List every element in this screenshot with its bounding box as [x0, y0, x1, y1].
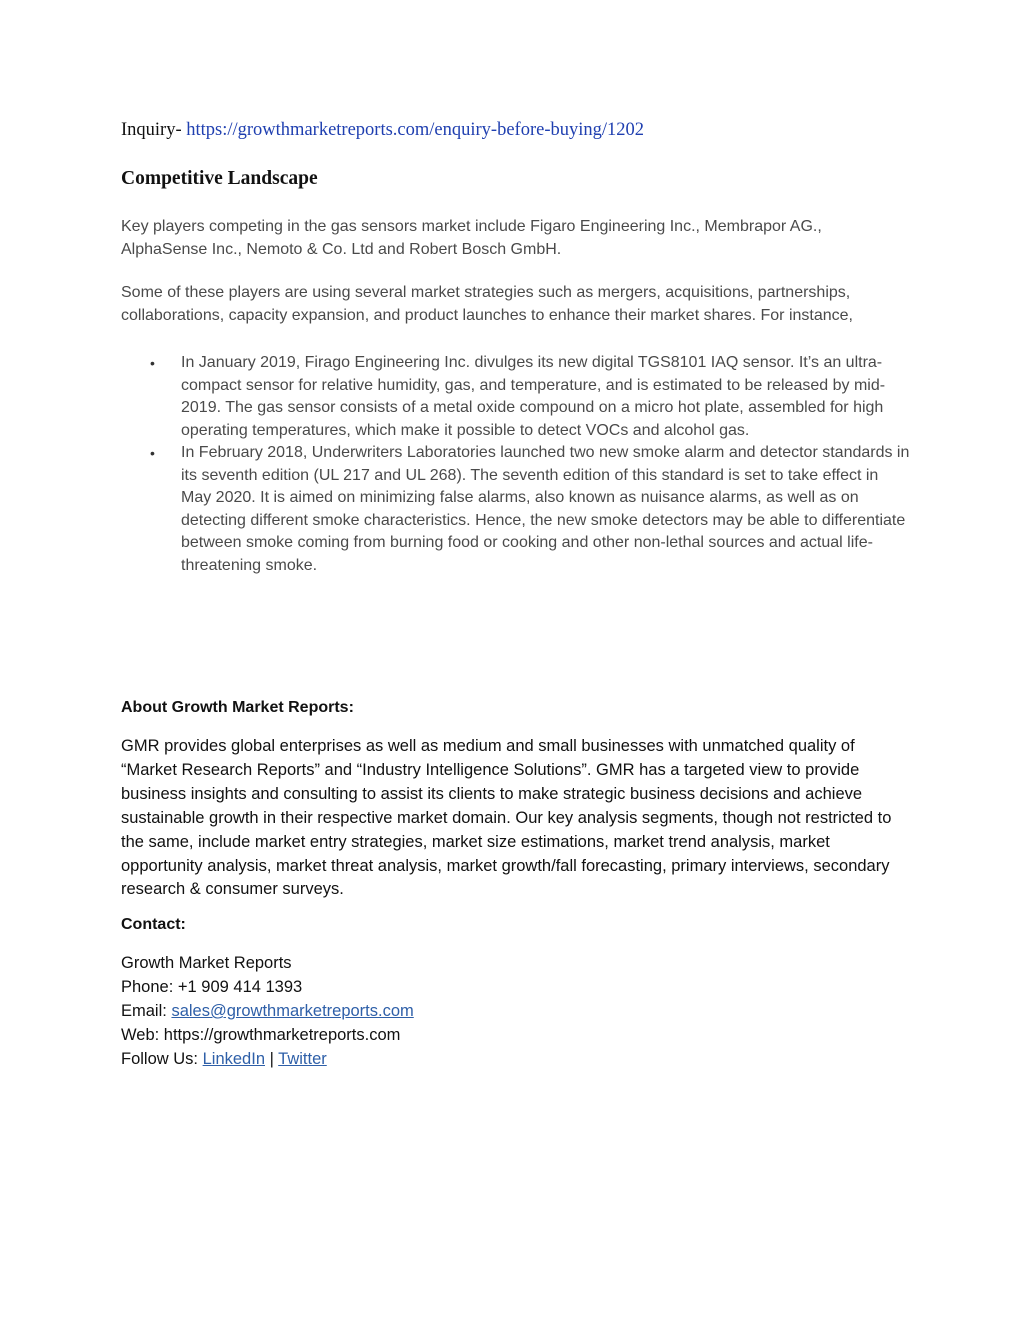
inquiry-link[interactable]: https://growthmarketreports.com/enquiry-before-buying/1202: [186, 120, 645, 140]
contact-heading: Contact:: [121, 916, 186, 933]
web-line: Web: https://growthmarketreports.com: [121, 1025, 401, 1044]
competitive-landscape-heading: Competitive Landscape: [121, 168, 318, 189]
email-line: [121, 1000, 414, 1024]
contact-block: [121, 952, 414, 1072]
list-item: [121, 352, 911, 442]
news-bullet-list: [121, 352, 911, 577]
about-heading: About Growth Market Reports:: [121, 699, 354, 716]
follow-label: Follow Us:: [121, 1049, 203, 1068]
inquiry-label: Inquiry-: [121, 120, 187, 140]
strategies-paragraph: Some of these players are using several market strategies such as mergers, acquisitions, partnerships, collaborations, capacity expansion, and product launches to enhance their market shares. For instance,: [121, 284, 853, 324]
bullet-icon: •: [150, 445, 155, 461]
about-paragraph: GMR provides global enterprises as well as medium and small businesses with unmatched quality of “Market Research Reports” and “Industry Intelligence Solutions”. GMR has a targeted view to provide business insights and consulting to assist its clients to make strategic business decisions and achieve sustainable growth in their respective market domain. Our key analysis segments, though not restricted to the same, include market entry strategies, market size estimations, market trend analysis, market opportunity analysis, market threat analysis, market growth/fall forecasting, primary interviews, secondary research & consumer surveys.: [121, 737, 892, 899]
company-name: Growth Market Reports: [121, 954, 292, 972]
list-item: [121, 442, 911, 577]
linkedin-link[interactable]: LinkedIn: [202, 1049, 265, 1068]
bullet-text: In January 2019, Firago Engineering Inc. divulges its new digital TGS8101 IAQ sensor. It’s an ultra-compact sensor for relative humidity, gas, and temperature, and is estimated to be released by mid-2019. The gas sensor consists of a metal oxide compound on a micro hot plate, assembled for high operating temperatures, which make it possible to detect VOCs and alcohol gas.: [181, 354, 886, 439]
bullet-text: In February 2018, Underwriters Laboratories launched two new smoke alarm and detector standards in its seventh edition (UL 217 and UL 268). The seventh edition of this standard is set to take effect in May 2020. It is aimed on minimizing false alarms, also known as nuisance alarms, as well as on detecting different smoke characteristics. Hence, the new smoke detectors may be able to differentiate between smoke coming from burning food or cooking and other non-lethal sources and actual life-threatening smoke.: [181, 444, 910, 574]
bullet-icon: •: [150, 355, 155, 371]
inquiry-line: [121, 120, 644, 141]
follow-line: [121, 1048, 414, 1072]
link-separator: |: [265, 1049, 279, 1068]
phone-line: Phone: +1 909 414 1393: [121, 977, 303, 996]
email-label: Email:: [121, 1001, 172, 1020]
email-link[interactable]: sales@growthmarketreports.com: [171, 1001, 414, 1020]
key-players-paragraph: Key players competing in the gas sensors market include Figaro Engineering Inc., Membrapor AG., AlphaSense Inc., Nemoto & Co. Ltd and Robert Bosch GmbH.: [121, 218, 822, 258]
twitter-link[interactable]: Twitter: [278, 1049, 327, 1068]
